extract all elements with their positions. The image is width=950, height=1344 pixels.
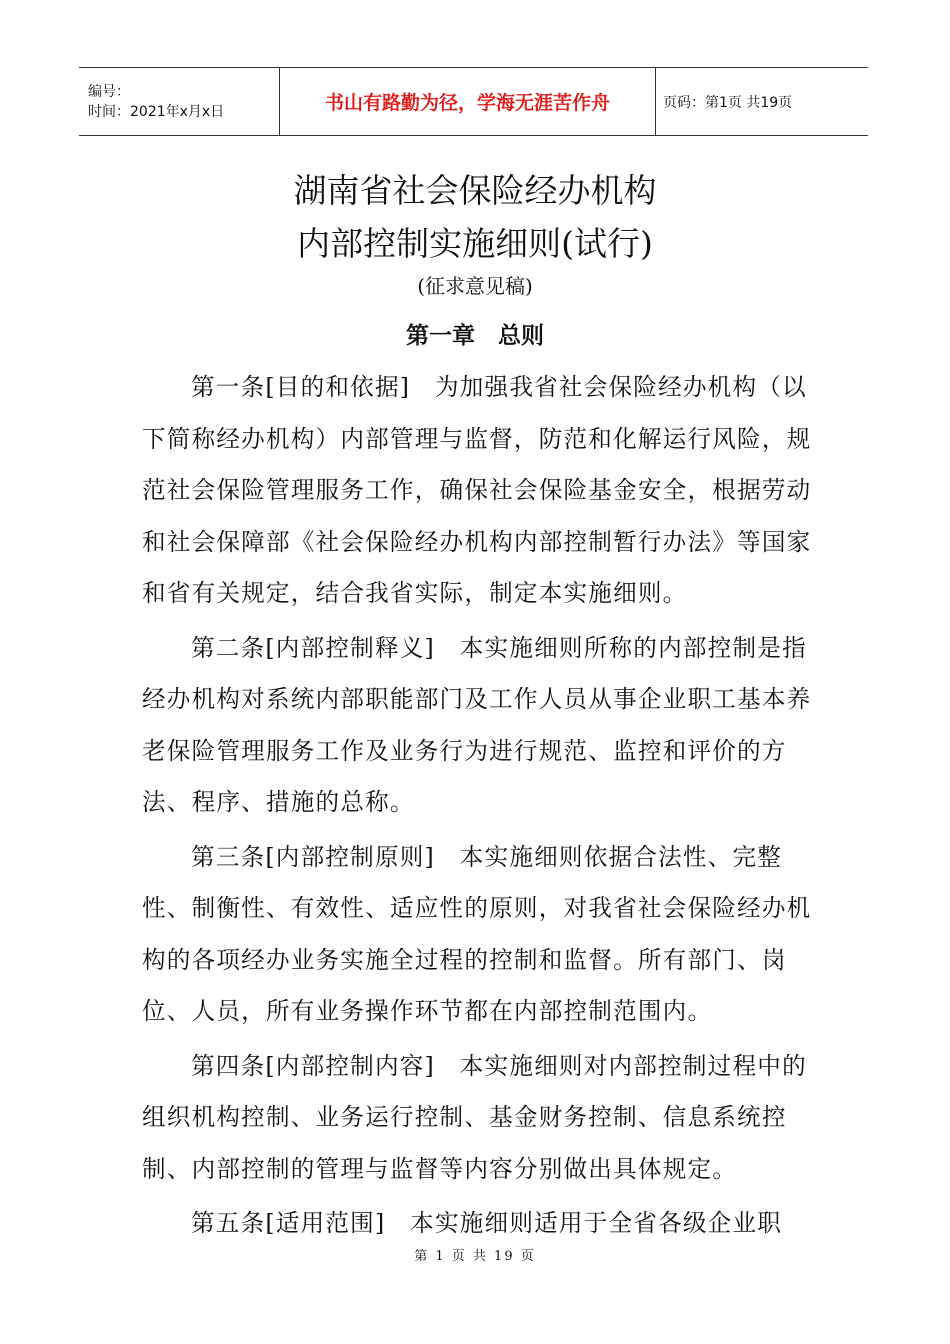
document-title-line1: 湖南省社会保险经办机构 bbox=[293, 171, 657, 210]
header-number-label: 编号： bbox=[88, 83, 130, 100]
header-page-info: 页码：第1页 共19页 bbox=[663, 94, 793, 111]
header-motto: 书山有路勤为径，学海无涯苦作舟 bbox=[324, 92, 610, 114]
header-meta bbox=[79, 68, 280, 135]
article-3-paragraph: 第三条[内部控制原则] 本实施细则依据合法性、完整性、制衡性、有效性、适应性的原则，对我省社会保险经办机构的各项经办业务实施全过程的控制和监督。所有部门、岗位、人员，所有业务操作环节都在内部控制范围内。 bbox=[142, 842, 812, 1025]
chapter-heading: 第一章 总则 bbox=[406, 323, 544, 349]
document-subtitle: (征求意见稿) bbox=[417, 274, 533, 298]
header-time-label: 时间：2021年x月x日 bbox=[88, 103, 225, 120]
article-1-paragraph: 第一条[目的和依据] 为加强我省社会保险经办机构（以下简称经办机构）内部管理与监督，防范和化解运行风险，规范社会保险管理服务工作，确保社会保险基金安全，根据劳动和社会保障部《社会保险经办机构内部控制暂行办法》等国家和省有关规定，结合我省实际，制定本实施细则。 bbox=[142, 373, 812, 607]
page-header bbox=[79, 67, 868, 136]
page-footer: 第 1 页 共 19 页 bbox=[414, 1249, 536, 1264]
document-title-line2: 内部控制实施细则(试行) bbox=[297, 224, 653, 263]
article-5-paragraph: 第五条[适用范围] 本实施细则适用于全省各级企业职 bbox=[191, 1209, 783, 1237]
header-page-info-cell bbox=[656, 68, 868, 135]
article-4-paragraph: 第四条[内部控制内容] 本实施细则对内部控制过程中的组织机构控制、业务运行控制、基金财务控制、信息系统控制、内部控制的管理与监督等内容分别做出具体规定。 bbox=[142, 1051, 807, 1183]
document-body bbox=[142, 362, 812, 1253]
article-2-paragraph: 第二条[内部控制释义] 本实施细则所称的内部控制是指经办机构对系统内部职能部门及工作人员从事企业职工基本养老保险管理服务工作及业务行为进行规范、监控和评价的方法、程序、措施的总称。 bbox=[142, 633, 812, 816]
header-motto-cell bbox=[280, 68, 656, 135]
